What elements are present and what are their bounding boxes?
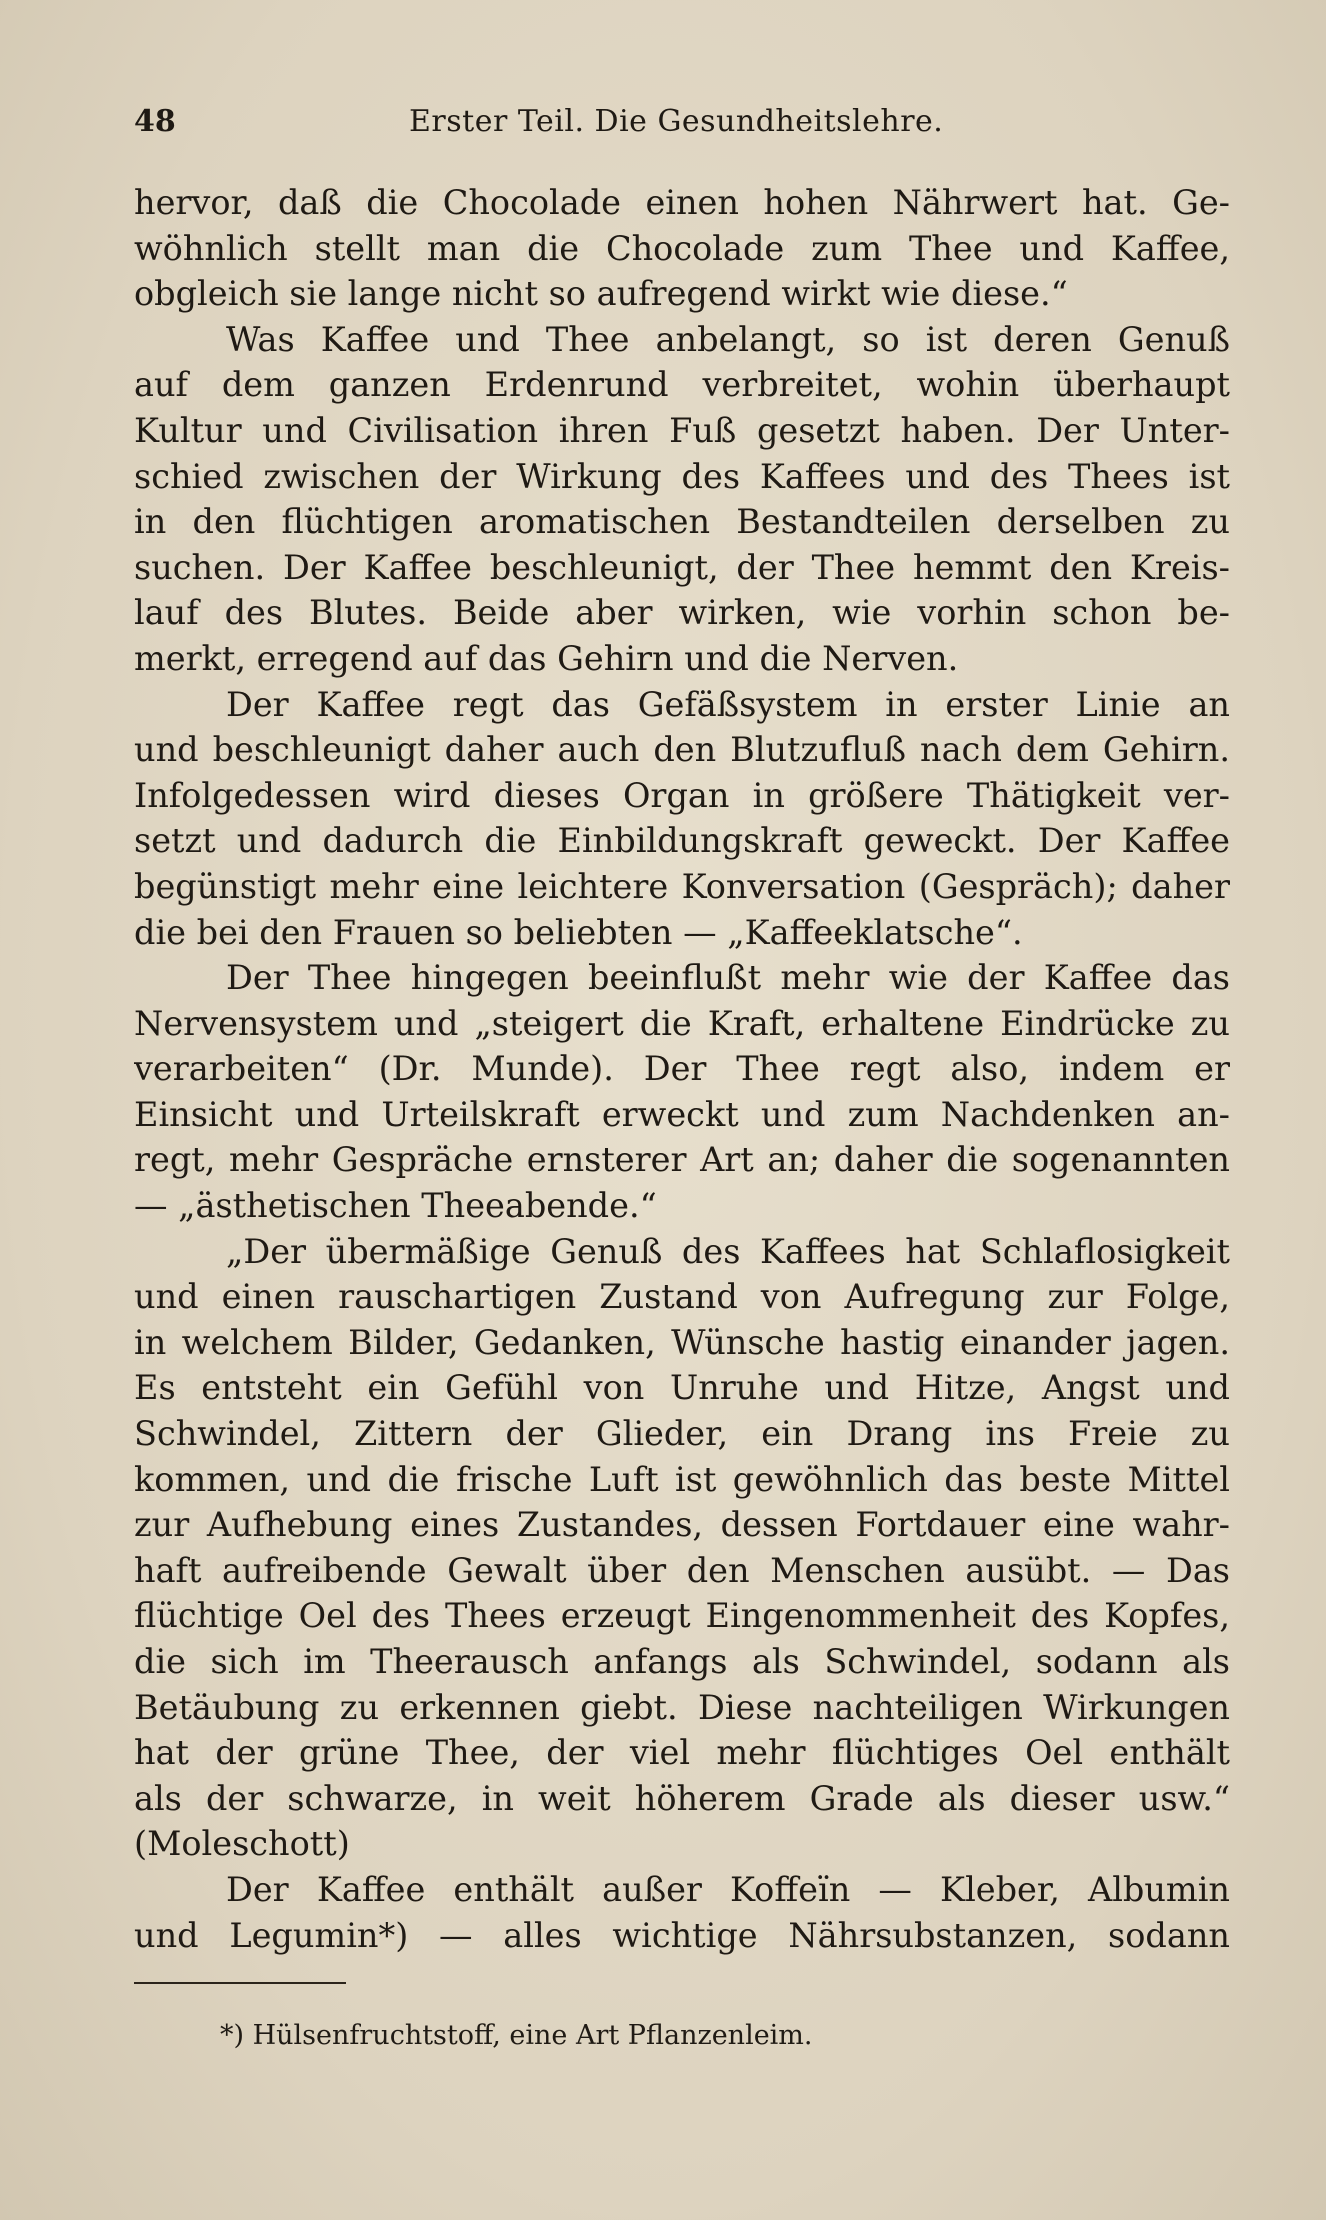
text-line: setzt und dadurch die Einbildungskraft geweckt. Der Kaffee <box>134 821 1230 861</box>
text-line: begünstigt mehr eine leichtere Konversation (Gespräch); daher <box>134 866 1230 906</box>
text-line: Es entsteht ein Gefühl von Unruhe und Hitze, Angst und <box>134 1368 1230 1408</box>
text-line: und einen rauschartigen Zustand von Aufregung zur Folge, <box>134 1277 1230 1317</box>
text-line: — „ästhetischen Theeabende.“ <box>134 1186 657 1226</box>
text-line: merkt, erregend auf das Gehirn und die Nerven. <box>134 638 959 678</box>
text-line: hat der grüne Thee, der viel mehr flüchtiges Oel enthält <box>134 1733 1230 1773</box>
text-line: Nervensystem und „steigert die Kraft, erhaltene Eindrücke zu <box>134 1003 1230 1043</box>
text-line: in den flüchtigen aromatischen Bestandteilen derselben zu <box>134 502 1230 542</box>
text-line: Kultur und Civilisation ihren Fuß gesetzt haben. Der Unter- <box>134 410 1230 450</box>
text-line: Infolgedessen wird dieses Organ in größere Thätigkeit ver- <box>134 775 1230 815</box>
text-line: wöhnlich stellt man die Chocolade zum Thee und Kaffee, <box>134 228 1230 268</box>
text-line: auf dem ganzen Erdenrund verbreitet, wohin überhaupt <box>134 365 1230 405</box>
text-line: Betäubung zu erkennen giebt. Diese nachteiligen Wirkungen <box>134 1687 1230 1727</box>
text-line: Der Kaffee enthält außer Koffeïn — Kleber, Albumin <box>226 1869 1230 1909</box>
body-text <box>134 180 1230 1958</box>
footnote: *) Hülsenfruchtstoff, eine Art Pflanzenleim. <box>220 2020 813 2051</box>
text-line: die sich im Theerausch anfangs als Schwindel, sodann als <box>134 1642 1230 1681</box>
text-line: haft aufreibende Gewalt über den Menschen ausübt. — Das <box>134 1550 1230 1590</box>
text-line: regt, mehr Gespräche ernsterer Art an; daher die sogenannten <box>134 1140 1230 1180</box>
text-line: die bei den Frauen so beliebten — „Kaffeeklatsche“. <box>134 912 1023 952</box>
page-header <box>134 98 1234 148</box>
text-line: obgleich sie lange nicht so aufregend wirkt wie diese.“ <box>134 274 1068 314</box>
text-line: Was Kaffee und Thee anbelangt, so ist deren Genuß <box>226 319 1230 359</box>
running-head: Erster Teil. Die Gesundheitslehre. <box>409 104 944 139</box>
text-line: flüchtige Oel des Thees erzeugt Eingenommenheit des Kopfes, <box>134 1596 1230 1636</box>
text-line: hervor, daß die Chocolade einen hohen Nährwert hat. Ge- <box>134 183 1230 222</box>
text-line: „Der übermäßige Genuß des Kaffees hat Schlaflosigkeit <box>226 1231 1230 1271</box>
text-line: lauf des Blutes. Beide aber wirken, wie vorhin schon be- <box>134 593 1230 633</box>
page-number: 48 <box>134 104 176 139</box>
text-line: schied zwischen der Wirkung des Kaffees und des Thees ist <box>134 456 1230 496</box>
text-line: in welchem Bilder, Gedanken, Wünsche hastig einander jagen. <box>134 1322 1230 1362</box>
text-line: (Moleschott) <box>134 1824 350 1864</box>
text-line: als der schwarze, in weit höherem Grade als dieser usw.“ <box>134 1778 1230 1818</box>
text-line: verarbeiten“ (Dr. Munde). Der Thee regt also, indem er <box>134 1049 1230 1089</box>
text-line: Einsicht und Urteilskraft erweckt und zum Nachdenken an- <box>134 1094 1230 1134</box>
text-line: Der Kaffee regt das Gefäßsystem in erster Linie an <box>226 684 1230 724</box>
text-line: Der Thee hingegen beeinflußt mehr wie der Kaffee das <box>226 958 1230 998</box>
text-line: Schwindel, Zittern der Glieder, ein Drang ins Freie zu <box>134 1414 1230 1454</box>
text-line: suchen. Der Kaffee beschleunigt, der Thee hemmt den Kreis- <box>134 547 1230 587</box>
text-line: zur Aufhebung eines Zustandes, dessen Fortdauer eine wahr- <box>134 1505 1230 1545</box>
text-line: und Legumin*) — alles wichtige Nährsubstanzen, sodann <box>134 1915 1230 1955</box>
footnote-rule <box>134 1982 346 1984</box>
text-line: kommen, und die frische Luft ist gewöhnlich das beste Mittel <box>134 1459 1230 1499</box>
text-line: und beschleunigt daher auch den Blutzufluß nach dem Gehirn. <box>134 730 1230 770</box>
